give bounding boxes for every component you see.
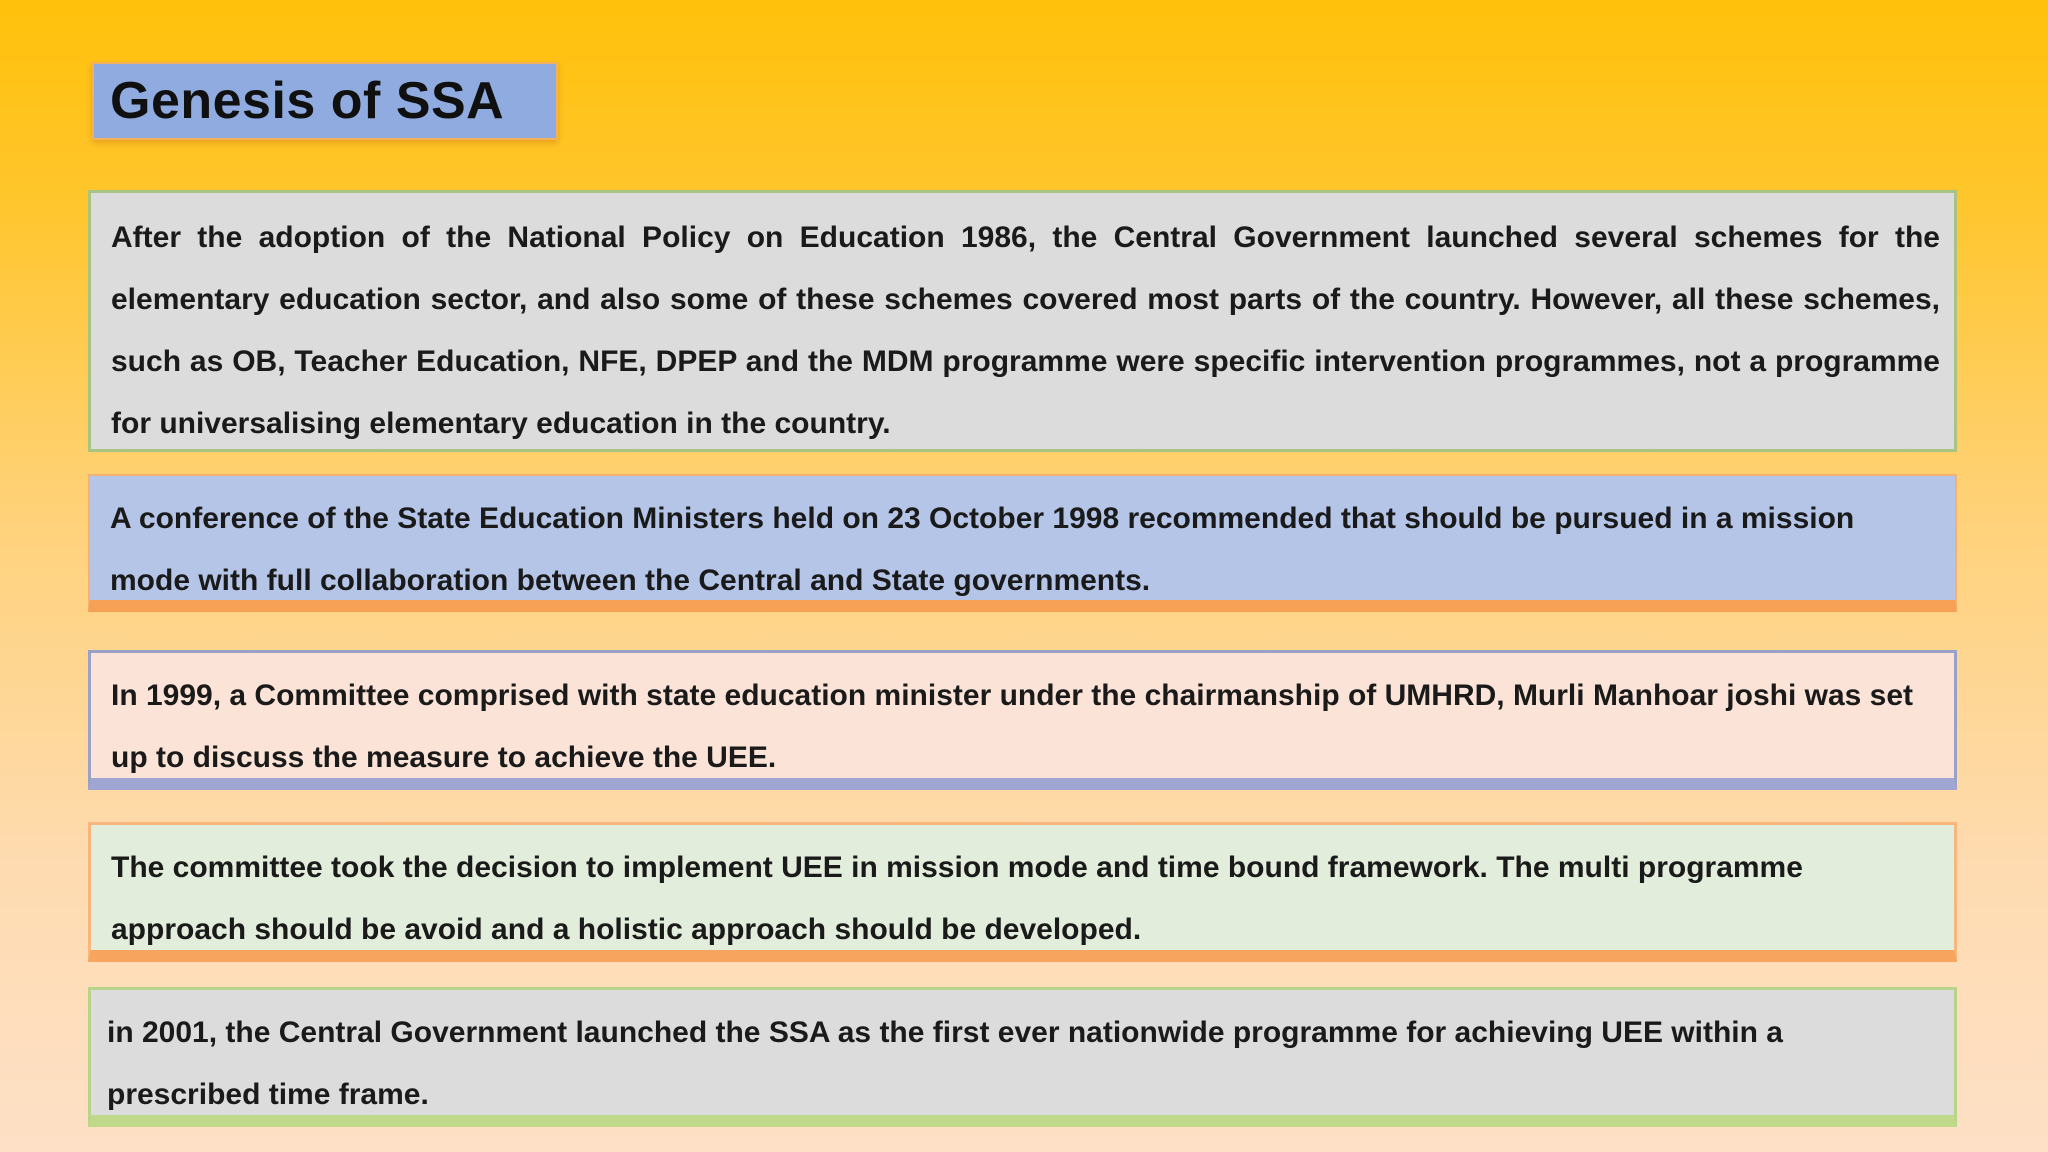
text-box-nep-1986: [88, 190, 1957, 452]
paragraph-committee-decision: The committee took the decision to implement UEE in mission mode and time bound framework. The multi programme approach should be avoid and a holistic approach should be developed.: [111, 851, 1803, 946]
text-box-committee-1999: [88, 650, 1957, 790]
paragraph-nep-1986: After the adoption of the National Policy on Education 1986, the Central Government launched several schemes for the elementary education sector, and also some of these schemes covered most parts of the country. However, all these schemes, such as OB, Teacher Education, NFE, DPEP and the MDM programme were specific intervention programmes, not a programme for universalising elementary education in the country.: [111, 221, 1940, 440]
text-box-committee-decision: [88, 822, 1957, 962]
title-box: [92, 62, 558, 140]
paragraph-committee-1999: In 1999, a Committee comprised with state education minister under the chairmanship of UMHRD, Murli Manhoar joshi was set up to discuss the measure to achieve the UEE.: [111, 679, 1914, 774]
text-box-ssa-launch-2001: [88, 987, 1957, 1127]
text-box-conference-1998: [88, 474, 1957, 612]
slide-title: Genesis of SSA: [110, 72, 505, 130]
paragraph-ssa-launch-2001: in 2001, the Central Government launched the SSA as the first ever nationwide programme for achieving UEE within a prescribed time frame.: [107, 1016, 1783, 1111]
paragraph-conference-1998: A conference of the State Education Ministers held on 23 October 1998 recommended that should be pursued in a mission mode with full collaboration between the Central and State governments.: [110, 502, 1855, 597]
